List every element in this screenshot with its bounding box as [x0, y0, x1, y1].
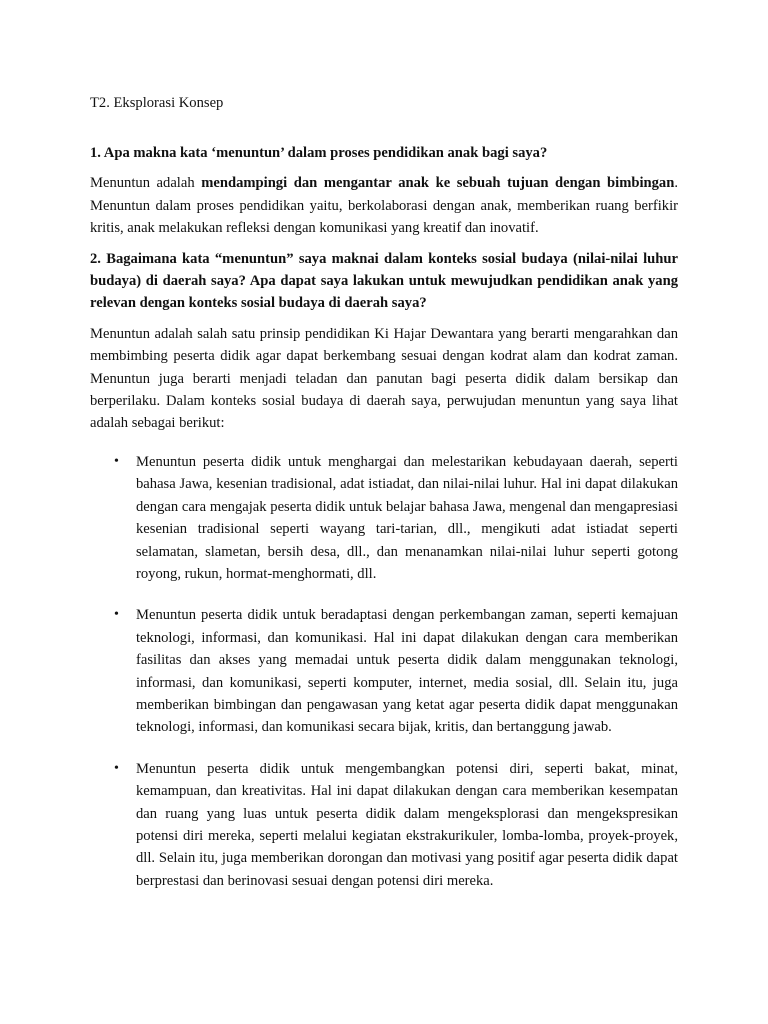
list-item — [90, 758, 678, 892]
list-item-text: Menuntun peserta didik untuk mengembangkan potensi diri, seperti bakat, minat, kemampuan, dan kreativitas. Hal ini dapat dilakukan dengan cara memberikan kesempatan dan ruang yang luas untuk peserta didik dalam mengeksplorasi dan mengekspresikan potensi diri mereka, seperti melalui kegiatan ekstrakurikuler, lomba-lomba, proyek-proyek, dll. Selain itu, juga memberikan dorongan dan motivasi yang positif agar peserta didik dapat berprestasi dan berinovasi sesuai dengan potensi diri mereka. — [136, 760, 678, 889]
bullet-icon: • — [114, 453, 119, 469]
answer-1-suffix: . Menuntun dalam proses pendidikan yaitu, berkolaborasi dengan anak, memberikan ruang berfikir kritis, anak melakukan refleksi dengan komunikasi yang kreatif dan inovatif. — [90, 175, 679, 237]
list-item-text: Menuntun peserta didik untuk menghargai dan melestarikan kebudayaan daerah, seperti bahasa Jawa, kesenian tradisional, adat istiadat, dan nilai-nilai luhur. Hal ini dapat dilakukan dengan cara mengajak peserta didik untuk belajar bahasa Jawa, mengenal dan mengapresiasi kesenian tradisional seperti wayang tari-tarian, dll., mengikuti adat istiadat seperti selamatan, slametan, bersih desa, dll., dan menanamkan nilai-nilai luhur seperti gotong royong, rukun, hormat-menghormati, dll. — [136, 453, 678, 582]
question-2: 2. Bagaimana kata “menuntun” saya maknai dalam konteks sosial budaya (nilai-nilai luhur budaya) di daerah saya? Apa dapat saya lakukan untuk mewujudkan pendidikan anak yang relevan dengan konteks sosial budaya di daerah saya? — [90, 250, 678, 312]
document-title: T2. Eksplorasi Konsep — [90, 95, 224, 111]
list-item-text: Menuntun peserta didik untuk beradaptasi dengan perkembangan zaman, seperti kemajuan teknologi, informasi, dan komunikasi. Hal ini dapat dilakukan dengan cara memberikan fasilitas dan akses yang memadai untuk peserta didik dalam menggunakan teknologi, informasi, dan komunikasi, seperti komputer, internet, media sosial, dll. Selain itu, juga memberikan bimbingan dan pengawasan yang ketat agar peserta didik dapat menggunakan teknologi, informasi, dan komunikasi secara bijak, kritis, dan bertanggung jawab. — [136, 607, 678, 736]
question-1: 1. Apa makna kata ‘menuntun’ dalam proses pendidikan anak bagi saya? — [90, 145, 548, 161]
bullet-icon: • — [114, 607, 119, 623]
answer-1-bold-phrase: mendampingi dan mengantar anak ke sebuah tujuan dengan bimbingan — [201, 175, 675, 192]
bullet-icon: • — [114, 760, 119, 776]
answer-2-intro: Menuntun adalah salah satu prinsip pendidikan Ki Hajar Dewantara yang berarti mengarahkan dan membimbing peserta didik agar dapat berkembang sesuai dengan kodrat alam dan kodrat zaman. Menuntun juga berarti menjadi teladan dan panutan bagi peserta didik dalam bersikap dan berperilaku. Dalam konteks sosial budaya di daerah saya, perwujudan menuntun yang saya lihat adalah sebagai berikut: — [90, 325, 678, 432]
answer-1-paragraph — [90, 172, 678, 239]
answer-1-prefix: Menuntun adalah — [90, 175, 202, 192]
document-page — [90, 92, 678, 911]
list-item — [90, 604, 678, 738]
answer-2-bullet-list — [90, 451, 678, 892]
list-item — [90, 451, 678, 585]
